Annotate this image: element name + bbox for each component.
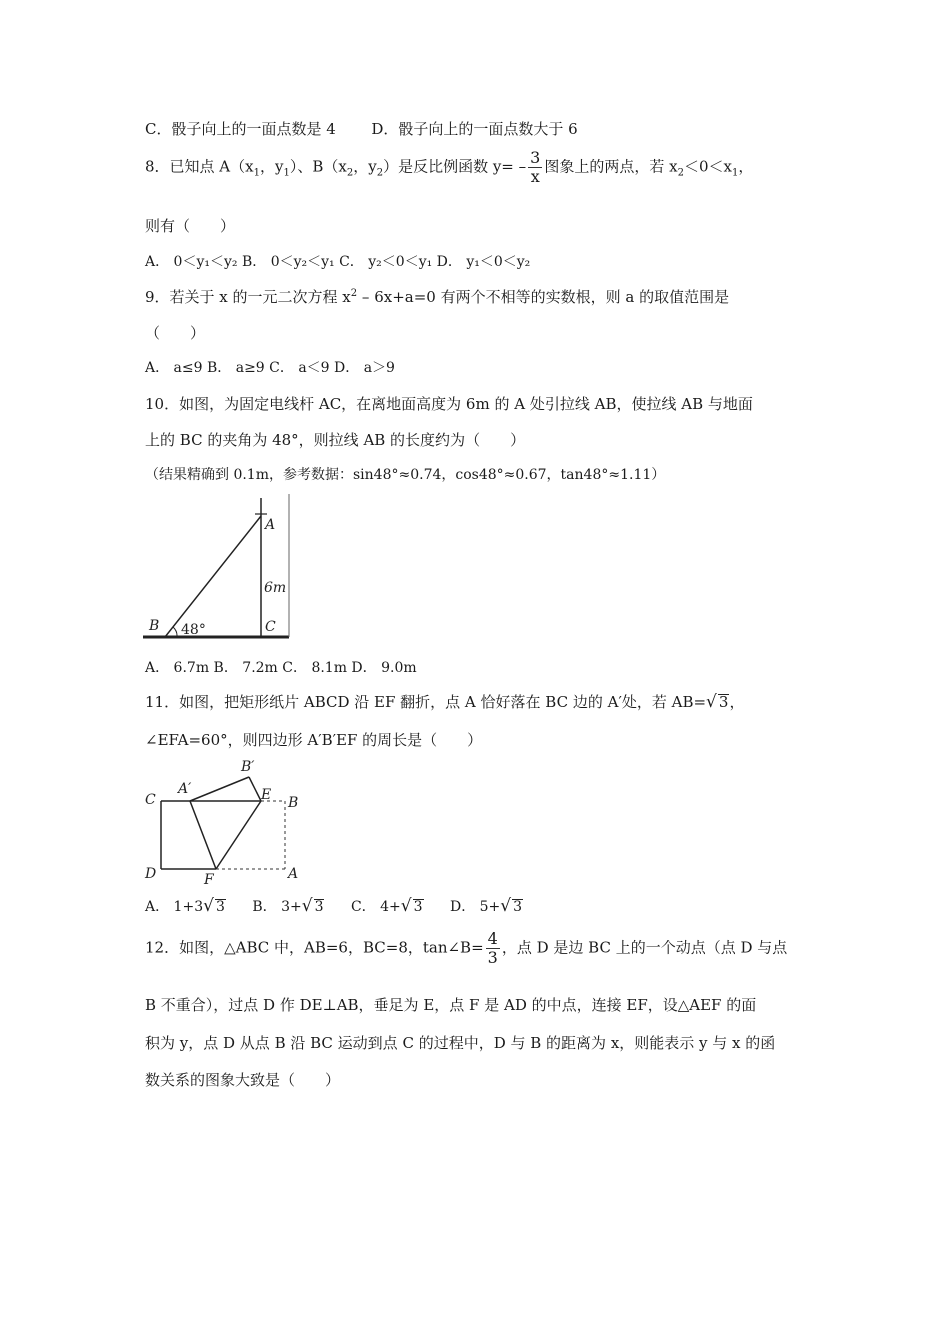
- q8-fraction: $\frac{3}{x}$: [530, 148, 541, 186]
- q11-option-c: C． 4+√ 3: [350, 896, 423, 916]
- label-b: B: [149, 618, 160, 634]
- label-a: A: [288, 866, 299, 882]
- q7-option-d: D．骰子向上的一面点数大于 6: [371, 120, 578, 138]
- label-height: 6m: [264, 580, 287, 596]
- guy-wire-ab: [165, 516, 261, 637]
- q8-answer-prompt: 则有（ ）: [145, 217, 236, 235]
- label-angle: 48°: [181, 622, 206, 638]
- label-c: C: [265, 619, 276, 635]
- q11-option-d: D． 5+√ 3: [449, 896, 523, 916]
- q8-options: A． 0＜y₁＜y₂ B． 0＜y₂＜y₁ C． y₂＜0＜y₁ D． y₁＜0＜y₂: [145, 254, 531, 270]
- q12-stem-1: 12．如图，△ABC 中，AB=6，BC=8，tan∠B= $\frac{4}{3}$ ，点 D 是边 BC 上的一个动点（点 D 与点: [145, 929, 788, 967]
- q11-options: [145, 896, 545, 916]
- label-d: D: [145, 866, 157, 882]
- label-a: A: [265, 517, 276, 533]
- q9-options: A． a≤9 B． a≥9 C． a＜9 D． a＞9: [145, 360, 395, 376]
- q7-option-c: C．骰子向上的一面点数是 4: [145, 120, 336, 138]
- label-f: F: [204, 872, 214, 887]
- q11-option-a: A． 1+3√ 3: [145, 896, 225, 916]
- q12-stem-2: B 不重合），过点 D 作 DE⊥AB，垂足为 E，点 F 是 AD 的中点，连接 EF，设△AEF 的面: [145, 996, 757, 1014]
- label-b-prime: B′: [241, 759, 255, 775]
- q11-figure: [143, 757, 308, 887]
- q7-options: [145, 118, 578, 139]
- q9-answer-prompt: （ ）: [145, 324, 206, 342]
- q11-stem-2: ∠EFA=60°，则四边形 A′B′EF 的周长是（ ）: [145, 731, 483, 749]
- segment-af: [190, 801, 216, 869]
- q8-stem: 8．已知点 $A(x_1$，$y_1$）、$B(x_2$，$y_2$）是反比例函数 y= – $\frac{3}{x}$ 图象上的两点，若 $x_2<0<x_1$，: [145, 148, 754, 186]
- q12-stem-3: 积为 y，点 D 从点 B 沿 BC 运动到点 C 的过程中，D 与 B 的距离为 x，则能表示 y 与 x 的函: [145, 1034, 776, 1052]
- q10-stem-2: 上的 BC 的夹角为 48°，则拉线 AB 的长度约为（ ）: [145, 431, 526, 449]
- q10-options: A． 6.7m B． 7.2m C． 8.1m D． 9.0m: [145, 660, 417, 676]
- q12-fraction: $\frac{4}{3}$: [487, 929, 498, 967]
- segment-b-prime-e: [249, 777, 261, 801]
- q10-stem-1: 10．如图，为固定电线杆 AC，在离地面高度为 6m 的 A 处引拉线 AB，使拉线 AB 与地面: [145, 395, 753, 413]
- q11-option-b: B． 3+√ 3: [252, 896, 324, 916]
- q10-figure: [143, 494, 293, 644]
- q11-stem-1: 11．如图，把矩形纸片 ABCD 沿 EF 翻折，点 A 恰好落在 BC 边的 A′处，若 AB=√ 3，: [145, 692, 745, 712]
- q10-reference-data: （结果精确到 0.1m，参考数据：sin48°≈0.74，cos48°≈0.67，tan48°≈1.11）: [145, 467, 666, 483]
- segment-ab-prime: [190, 777, 249, 801]
- label-b: B: [288, 795, 299, 811]
- segment-fe: [216, 801, 261, 869]
- label-a-prime: A′: [178, 781, 192, 797]
- label-e: E: [261, 787, 272, 803]
- q12-stem-4: 数关系的图象大致是（ ）: [145, 1071, 341, 1089]
- label-c: C: [145, 792, 156, 808]
- q9-stem: 9．若关于 x 的一元二次方程 $x^2 - 6x+a=0$ 有两个不相等的实数根，则 a 的取值范围是: [145, 288, 730, 306]
